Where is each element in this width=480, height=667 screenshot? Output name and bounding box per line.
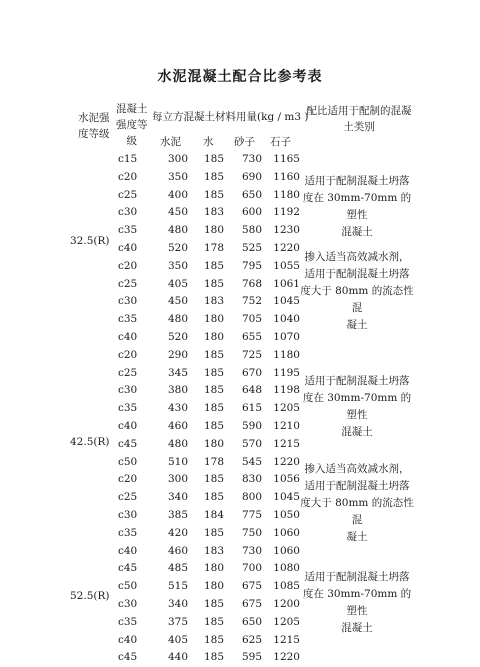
cell-water: 183 — [203, 206, 224, 219]
cell-grade: c40 — [118, 331, 138, 343]
cell-grade: c35 — [118, 224, 138, 237]
cell-cement: 430 — [167, 402, 188, 415]
header-strength-grade — [116, 101, 148, 149]
cell-cement: 405 — [167, 633, 188, 646]
cell-grade: c45 — [118, 651, 138, 664]
cell-cement: 350 — [167, 170, 188, 183]
cell-stone: 1192 — [273, 206, 300, 219]
header-cement-level-line: 水泥强 — [78, 112, 110, 124]
cell-stone: 1080 — [273, 562, 300, 575]
cell-grade: c35 — [118, 313, 138, 326]
note-line: 掺入适当高效减水剂， — [304, 463, 410, 475]
cell-grade: c20 — [118, 170, 138, 183]
cell-water: 185 — [203, 615, 224, 628]
cell-grade: c40 — [118, 420, 138, 432]
cell-grade: c20 — [118, 473, 138, 486]
cell-water: 185 — [203, 402, 224, 415]
note-line: 度大于 80mm 的流态性混 — [300, 285, 414, 314]
cell-cement: 510 — [167, 455, 188, 468]
note-line: 度大于 80mm 的流态性混 — [300, 497, 414, 526]
cell-sand: 650 — [241, 188, 262, 201]
cell-cement: 520 — [167, 242, 188, 254]
header-stone: 石子 — [270, 136, 291, 148]
cell-cement: 290 — [167, 348, 188, 361]
cell-sand: 615 — [241, 402, 262, 415]
cement-level-label: 42.5(R) — [70, 436, 110, 448]
header-water: 水 — [203, 136, 214, 148]
cell-sand: 795 — [241, 259, 262, 272]
cell-water: 178 — [203, 242, 224, 254]
header-strength-grade-line: 级 — [126, 135, 137, 147]
cell-stone: 1060 — [273, 544, 300, 557]
cell-water: 180 — [203, 580, 224, 593]
note-line: 凝土 — [346, 319, 368, 331]
cell-water: 180 — [203, 437, 224, 450]
cell-stone: 1230 — [273, 224, 300, 237]
application-note — [298, 569, 416, 637]
cell-grade: c25 — [118, 277, 138, 290]
cell-cement: 300 — [167, 473, 188, 486]
cell-sand: 730 — [241, 153, 262, 165]
cell-sand: 775 — [241, 509, 262, 521]
cell-stone: 1085 — [273, 580, 300, 593]
application-note — [298, 173, 416, 241]
cell-grade: c50 — [118, 455, 138, 468]
cell-stone: 1050 — [273, 509, 300, 521]
cell-water: 185 — [203, 473, 224, 486]
cell-stone: 1045 — [273, 491, 300, 504]
cell-sand: 625 — [241, 633, 262, 646]
cell-water: 185 — [203, 633, 224, 646]
cell-water: 185 — [203, 598, 224, 610]
cell-stone: 1220 — [273, 242, 300, 254]
header-strength-grade-line: 混凝土 — [116, 103, 148, 115]
cell-sand: 648 — [241, 384, 262, 397]
cell-sand: 675 — [241, 598, 262, 610]
cell-sand: 600 — [241, 206, 262, 219]
cell-stone: 1040 — [273, 313, 300, 326]
cell-grade: c20 — [118, 259, 138, 272]
cell-sand: 675 — [241, 580, 262, 593]
cell-grade: c30 — [118, 509, 138, 521]
cell-sand: 670 — [241, 366, 262, 379]
cell-cement: 480 — [167, 313, 188, 326]
header-application-line: 土类别 — [343, 121, 375, 133]
cell-cement: 405 — [167, 277, 188, 290]
cell-grade: c30 — [118, 206, 138, 219]
cell-water: 183 — [203, 544, 224, 557]
header-cement: 水泥 — [160, 136, 181, 148]
cell-water: 183 — [203, 295, 224, 308]
cell-water: 185 — [203, 491, 224, 504]
cell-water: 185 — [203, 651, 224, 664]
cell-sand: 750 — [241, 526, 262, 539]
cell-stone: 1056 — [273, 473, 300, 486]
cell-grade: c40 — [118, 544, 138, 557]
note-line: 混凝土 — [341, 426, 373, 438]
cell-stone: 1195 — [273, 366, 300, 379]
cell-stone: 1220 — [273, 651, 300, 664]
cell-grade: c30 — [118, 384, 138, 397]
cell-cement: 450 — [167, 295, 188, 308]
cell-cement: 420 — [167, 526, 188, 539]
cell-sand: 752 — [241, 295, 262, 308]
header-sand: 砂子 — [234, 136, 255, 148]
cell-grade: c40 — [118, 242, 138, 254]
table-row — [0, 347, 480, 365]
cell-stone: 1045 — [273, 295, 300, 308]
cell-cement: 460 — [167, 420, 188, 432]
cell-sand: 655 — [241, 331, 262, 343]
cell-cement: 480 — [167, 224, 188, 237]
cell-sand: 700 — [241, 562, 262, 575]
header-application-line: 配比适用于配制的混凝 — [306, 105, 412, 117]
cell-sand: 730 — [241, 544, 262, 557]
cell-sand: 800 — [241, 491, 262, 504]
application-note — [298, 249, 416, 334]
cell-sand: 590 — [241, 420, 262, 432]
cell-cement: 345 — [167, 366, 188, 379]
header-cement-level-line: 度等级 — [78, 128, 110, 140]
cell-grade: c20 — [118, 348, 138, 361]
cell-stone: 1180 — [273, 348, 300, 361]
note-line: 度在 30mm-70mm 的塑性 — [302, 392, 412, 421]
cell-cement: 350 — [167, 259, 188, 272]
cell-sand: 705 — [241, 313, 262, 326]
cell-sand: 650 — [241, 615, 262, 628]
cell-sand: 768 — [241, 277, 262, 290]
cement-level-label: 32.5(R) — [70, 235, 110, 247]
cell-water: 185 — [203, 277, 224, 290]
cell-water: 185 — [203, 153, 224, 165]
cell-sand: 570 — [241, 437, 262, 450]
cement-level-label: 52.5(R) — [70, 590, 110, 602]
cell-cement: 440 — [167, 651, 188, 664]
header-strength-grade-line: 强度等 — [116, 119, 148, 131]
note-line: 适用于配制混凝土坍落 — [304, 175, 410, 187]
cell-sand: 725 — [241, 348, 262, 361]
cell-grade: c30 — [118, 295, 138, 308]
cell-sand: 525 — [241, 242, 262, 254]
cell-grade: c25 — [118, 366, 138, 379]
cell-water: 185 — [203, 384, 224, 397]
cell-stone: 1060 — [273, 526, 300, 539]
cell-water: 185 — [203, 348, 224, 361]
cell-sand: 690 — [241, 170, 262, 183]
cell-cement: 340 — [167, 598, 188, 610]
cell-water: 185 — [203, 170, 224, 183]
cell-water: 185 — [203, 259, 224, 272]
cell-sand: 830 — [241, 473, 262, 486]
cell-grade: c50 — [118, 580, 138, 593]
cell-water: 185 — [203, 420, 224, 432]
table-row — [0, 649, 480, 667]
note-line: 掺入适当高效减水剂， — [304, 251, 410, 263]
cell-cement: 375 — [167, 615, 188, 628]
note-line: 适用于配制混凝土坍落 — [304, 480, 410, 492]
cell-sand: 580 — [241, 224, 262, 237]
cell-stone: 1200 — [273, 598, 300, 610]
cell-water: 180 — [203, 224, 224, 237]
cell-grade: c30 — [118, 598, 138, 610]
cell-cement: 520 — [167, 331, 188, 343]
cell-grade: c35 — [118, 615, 138, 628]
header-application — [300, 103, 418, 135]
cell-stone: 1055 — [273, 259, 300, 272]
note-line: 度在 30mm-70mm 的塑性 — [302, 192, 412, 221]
cell-cement: 380 — [167, 384, 188, 397]
cell-stone: 1205 — [273, 615, 300, 628]
cell-cement: 485 — [167, 562, 188, 575]
cell-cement: 300 — [167, 153, 188, 165]
note-line: 混凝土 — [341, 226, 373, 238]
cell-stone: 1210 — [273, 420, 300, 432]
cell-stone: 1215 — [273, 633, 300, 646]
cell-grade: c35 — [118, 526, 138, 539]
cell-sand: 545 — [241, 455, 262, 468]
note-line: 适用于配制混凝土坍落 — [304, 268, 410, 280]
cell-cement: 480 — [167, 437, 188, 450]
cell-water: 180 — [203, 331, 224, 343]
application-note — [298, 373, 416, 441]
note-line: 适用于配制混凝土坍落 — [304, 571, 410, 583]
cell-cement: 460 — [167, 544, 188, 557]
cell-stone: 1180 — [273, 188, 300, 201]
cell-grade: c45 — [118, 562, 138, 575]
table-row — [0, 151, 480, 169]
cell-water: 180 — [203, 313, 224, 326]
cell-water: 185 — [203, 366, 224, 379]
cell-grade: c15 — [118, 153, 138, 165]
cell-stone: 1165 — [273, 153, 300, 165]
cell-stone: 1205 — [273, 402, 300, 415]
cell-stone: 1160 — [273, 170, 300, 183]
cell-grade: c35 — [118, 402, 138, 415]
page-title: 水泥混凝土配合比参考表 — [157, 69, 323, 85]
note-line: 凝土 — [346, 531, 368, 543]
cell-cement: 385 — [167, 509, 188, 521]
cell-cement: 450 — [167, 206, 188, 219]
cell-stone: 1061 — [273, 277, 300, 290]
cell-grade: c25 — [118, 188, 138, 201]
note-line: 混凝土 — [341, 622, 373, 634]
cell-cement: 340 — [167, 491, 188, 504]
cell-stone: 1070 — [273, 331, 300, 343]
cell-water: 184 — [203, 509, 224, 521]
cell-water: 185 — [203, 526, 224, 539]
cell-stone: 1220 — [273, 455, 300, 468]
cell-cement: 515 — [167, 580, 188, 593]
cell-grade: c45 — [118, 437, 138, 450]
header-cement-level — [78, 110, 110, 142]
header-usage-title: 每立方混凝土材料用量(kg / m3 ) — [152, 111, 309, 123]
cell-stone: 1215 — [273, 437, 300, 450]
cell-grade: c40 — [118, 633, 138, 646]
note-line: 度在 30mm-70mm 的塑性 — [302, 588, 412, 617]
note-line: 适用于配制混凝土坍落 — [304, 375, 410, 387]
cell-stone: 1198 — [273, 384, 300, 397]
cell-grade: c25 — [118, 491, 138, 504]
cell-cement: 400 — [167, 188, 188, 201]
cell-water: 180 — [203, 562, 224, 575]
application-note — [298, 461, 416, 546]
cell-water: 178 — [203, 455, 224, 468]
cell-sand: 595 — [241, 651, 262, 664]
cell-water: 185 — [203, 188, 224, 201]
